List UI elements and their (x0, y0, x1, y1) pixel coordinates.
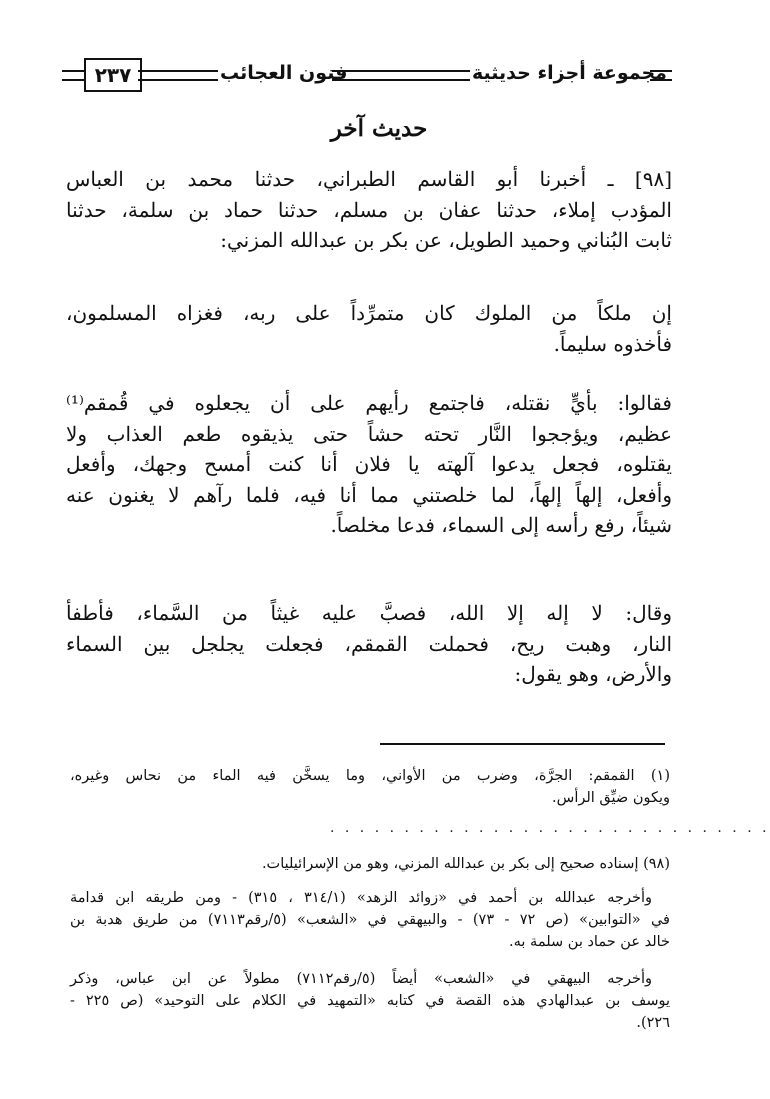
header-rule-mid (332, 70, 470, 81)
header-rule-left (62, 70, 84, 81)
text-line: [٩٨] ـ أخبرنا أبو القاسم الطبراني، حدثنا محمد بن العباس (66, 167, 672, 191)
footnote-1 (70, 765, 670, 809)
note-line: (٩٨) إسناده صحيح إلى بكر بن عبدالله المزني، وهو من الإسرائيليات. (261, 856, 670, 872)
paragraph-tawhid (66, 598, 672, 690)
text-line: فأخذوه سليماً. (553, 331, 672, 356)
dotted-separator: · · · · · · · · · · · · · · · · · · · · · · · · · · · · · · (330, 824, 770, 840)
text-line: شيئاً، رفع رأسه إلى السماء، فدعا مخلصاً. (330, 513, 672, 537)
note-98-takhrij-1 (70, 887, 670, 953)
text-line: وقال: لا إله إلا الله، فصبَّ عليه غيثاً من السَّماء، فأطفأ (66, 601, 672, 625)
footnote-separator (380, 743, 665, 745)
header-book-title: مجموعة أجزاء حديثية (472, 62, 667, 84)
running-header (62, 58, 672, 92)
text-line: وأفعل، إلهاً إلهاً، لما خلصتني مما أنا فيه، فلما رآهم لا يغنون عنه (66, 482, 672, 507)
header-rule-right (650, 70, 672, 81)
note-98-grading (70, 853, 670, 875)
text-line: النار، وهبت ريح، فحملت القمقم، فجعلت يجلجل بين السماء (66, 631, 672, 656)
note-line: وأخرجه عبدالله بن أحمد في «زوائد الزهد» (٣١٤/١ ، ٣١٥) - ومن طريقه ابن قدامة (70, 890, 653, 906)
paragraph-isnad (66, 164, 672, 256)
text-line: يقتلوه، فجعل يدعوا آلهته يا فلان أنا كنت أمسح وجهك، وأفعل (66, 452, 672, 476)
note-line: في «التوابين» (ص ٧٢ - ٧٣) - والبيهقي في «الشعب» (٥/رقم٧١١٣) من طريق هدبة بن (70, 912, 670, 928)
text-line: ثابت البُناني وحميد الطويل، عن بكر بن عبدالله المزني: (220, 228, 672, 252)
note-98-takhrij-2 (70, 968, 670, 1034)
footnote-line: ويكون ضيِّق الرأس. (552, 790, 670, 806)
footnote-line: (١) القمقم: الجرَّة، وضرب من الأواني، وما يسخَّن فيه الماء من نحاس وغيره، (70, 768, 670, 784)
text-line: والأرض، وهو يقول: (514, 662, 672, 686)
note-line: وأخرجه البيهقي في «الشعب» أيضاً (٥/رقم٧١١٢) مطولاً عن ابن عباس، وذكر (70, 971, 652, 987)
page-number: ٢٣٧ (84, 58, 142, 92)
header-part-title: فنون العجائب (220, 62, 348, 84)
header-rule-mid-left (138, 70, 218, 81)
text-line: إن ملكاً من الملوك كان متمرِّداً على ربه، فغزاه المسلمون، (66, 301, 672, 325)
section-title: حديث آخر (330, 115, 428, 142)
note-line: يوسف بن عبدالهادي هذه القصة في كتابه «التمهيد في الكلام على التوحيد» (ص ٢٢٥ - (70, 993, 670, 1009)
paragraph-qumqum (66, 388, 672, 541)
text-line: المؤدب إملاء، حدثنا عفان بن مسلم، حدثنا حماد بن سلمة، حدثنا (66, 197, 672, 222)
text-line: عظيم، ويؤججوا النَّار تحته حشاً حتى يذيقوه طعم العذاب ولا (66, 421, 672, 446)
paragraph-king (66, 298, 672, 359)
note-line: خالد عن حماد بن سلمة به. (509, 934, 670, 950)
note-line: ٢٢٦). (636, 1015, 670, 1031)
text-line: فقالوا: بأيٍّ نقتله، فاجتمع رأيهم على أن يجعلوه في قُمقم⁽¹⁾ (66, 391, 672, 415)
